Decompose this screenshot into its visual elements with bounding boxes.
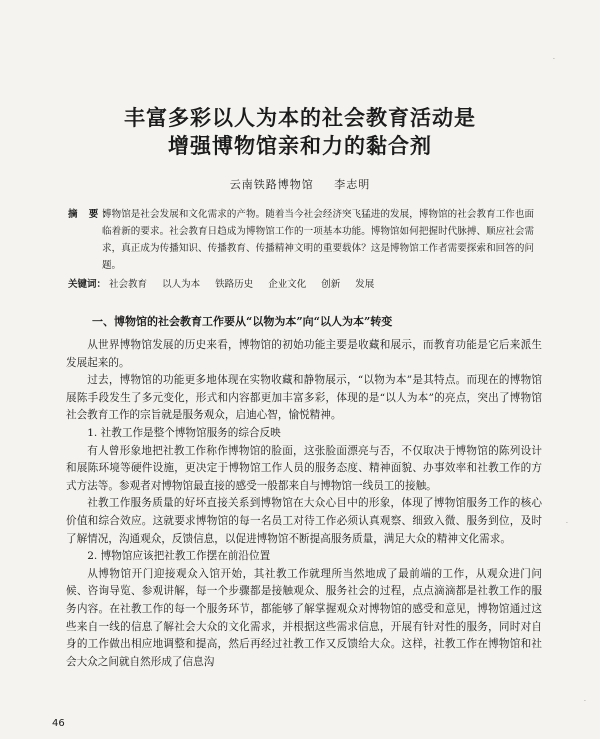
abstract-text: 博物馆是社会发展和文化需求的产物。随着当今社会经济突飞猛进的发展，博物馆的社会教育工作也面临着新的要求。社会教育日趋成为博物馆工作的一项基本功能。博物馆如何把握时代脉搏、顺应社会需求，真正成为传播知识、传播教育、传播精神文明的重要载体？这是博物馆工作者需要探索和回答的问题。: [102, 209, 534, 271]
scan-speck: ·: [566, 520, 568, 527]
keyword-item: 创新: [321, 279, 341, 290]
keyword-item: 铁路历史: [215, 279, 254, 290]
paragraph: 过去，博物馆的功能更多地体现在实物收藏和静物展示，“以物为本”是其特点。而现在的博物馆展陈手段发生了多元变化，形式和内容都更加丰富多彩，体现的是“以人为本”的亮点，突出了博物馆社会教育工作的宗旨就是服务观众，启迪心智，愉悦精神。: [66, 374, 542, 422]
title-line-2: 增强博物馆亲和力的黏合剂: [168, 133, 432, 158]
paragraph: 社教工作服务质量的好坏直接关系到博物馆在大众心目中的形象，体现了博物馆服务工作的核心价值和综合效应。这就要求博物馆的每一名员工对待工作必须认真观察、细致入微、服务到位，及时了解情况，沟通观众，反馈信息，以促进博物馆不断提高服务质量，满足大众的精神文化需求。: [66, 497, 542, 545]
page-number: 46: [52, 718, 65, 729]
subsection-heading: 2. 博物馆应该把社教工作摆在前沿位置: [87, 550, 271, 563]
paragraph: 有人曾形象地把社教工作称作博物馆的脸面，这张脸面漂亮与否，不仅取决于博物馆的陈列设计和展陈环境等硬件设施，更决定于博物馆工作人员的服务态度、精神面貌、办事效率和社教工作的方式方法等。参观者对博物馆最直接的感受一般都来自与博物馆一线员工的接触。: [66, 444, 542, 492]
keyword-item: 发展: [355, 279, 375, 290]
paragraph: 从博物馆开门迎接观众入馆开始，其社教工作就理所当然地成了最前端的工作，从观众进门问候、咨询导览、参观讲解，每一个步骤都是接触观众、服务社会的过程，点点滴滴都是社教工作的服务内容。在社教工作的每一个服务环节，都能够了解掌握观众对博物馆的感受和意见，博物馆通过这些来自一线的信息了解社会大众的文化需求，并根据这些需求信息，开展有针对性的服务，同时对自身的工作做出相应地调整和提高，然后再经过社教工作又反馈给大众。这样，社教工作在博物馆和社会大众之间就自然形成了信息沟: [66, 567, 542, 668]
section-heading: 一、博物馆的社会教育工作要从“以物为本”向“以人为本”转变: [92, 315, 393, 328]
paragraph: 从世界博物馆发展的历史来看，博物馆的初始功能主要是收藏和展示，而教育功能是它后来派生发展起来的。: [66, 339, 542, 369]
title-line-1: 丰富多彩以人为本的社会教育活动是: [124, 105, 476, 130]
keywords-block: [68, 277, 538, 293]
author-line: [0, 176, 600, 192]
scan-speck: ·: [584, 698, 586, 705]
keyword-item: 社会教育: [109, 279, 148, 290]
body-text: [66, 337, 542, 671]
keyword-item: 以人为本: [162, 279, 201, 290]
abstract-label: 摘 要：: [68, 209, 116, 220]
scan-speck: ·: [553, 56, 555, 63]
subsection-heading: 1. 社教工作是整个博物馆服务的综合反映: [87, 426, 281, 439]
author-organization: 云南铁路博物馆: [229, 178, 314, 191]
author-name: 李志明: [334, 178, 371, 191]
keywords-label: 关键词：: [68, 279, 107, 290]
abstract-block: [68, 206, 534, 274]
keyword-item: 企业文化: [268, 279, 307, 290]
